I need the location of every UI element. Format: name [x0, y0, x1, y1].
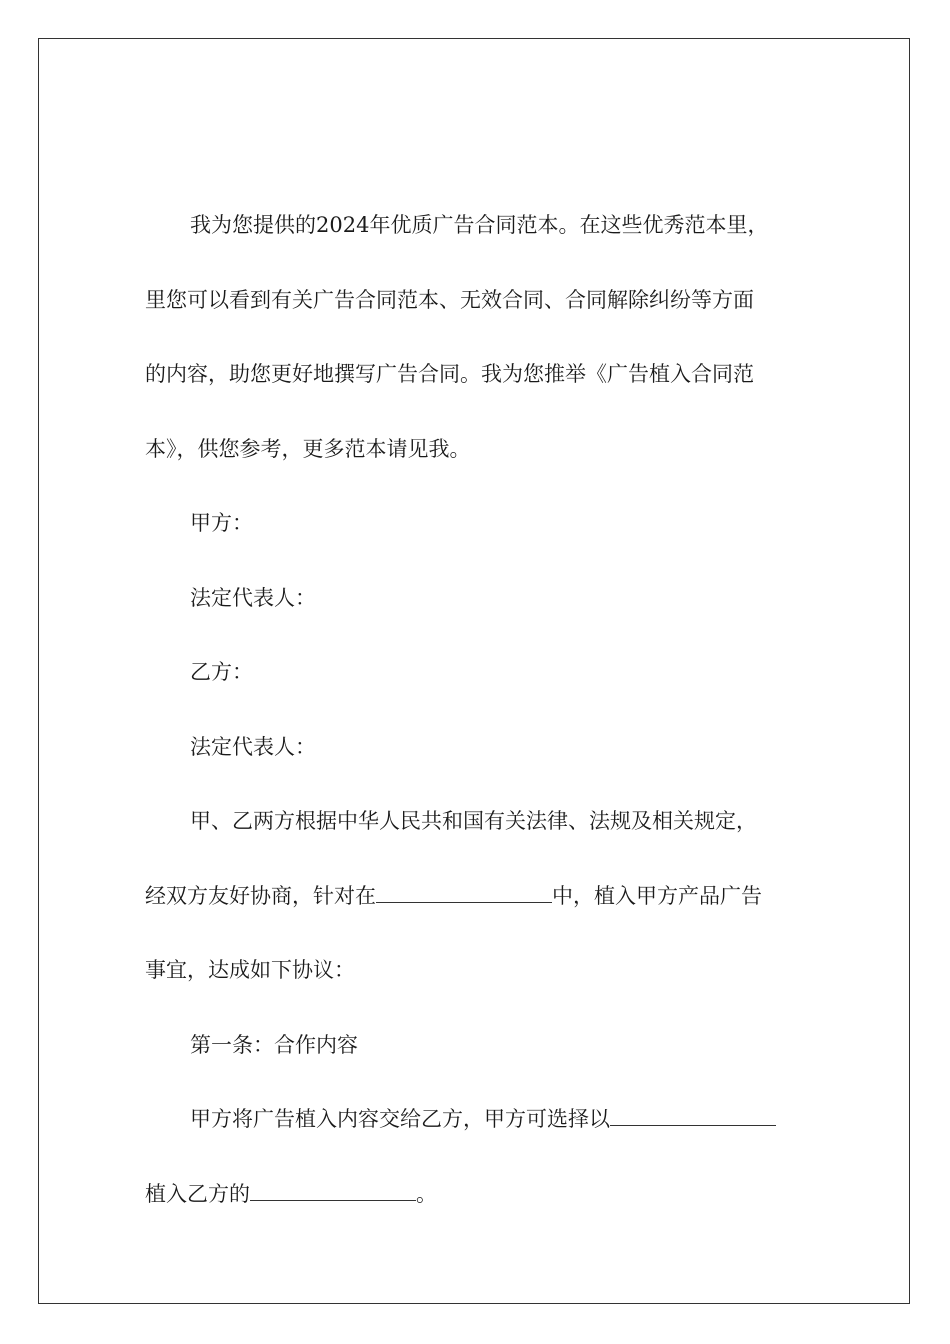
article-1-line	[145, 1099, 805, 1174]
intro-paragraph-line: 的内容，助您更好地撰写广告合同。我为您推举《广告植入合同范	[145, 362, 754, 386]
article-1-line	[145, 1174, 805, 1249]
document-body	[145, 205, 805, 1248]
preamble-line	[145, 876, 805, 951]
preamble-line: 甲、乙两方根据中华人民共和国有关法律、法规及相关规定，	[190, 809, 757, 833]
party-b-label: 乙方：	[190, 660, 253, 684]
placement-method-blank-field[interactable]	[610, 1103, 776, 1126]
article-1-text: 。	[416, 1181, 437, 1206]
party-a-representative-label: 法定代表人：	[190, 585, 316, 610]
intro-paragraph-line: 本》，供您参考，更多范本请见我。	[145, 436, 471, 461]
preamble-text: 经双方友好协商，针对在	[145, 883, 376, 908]
article-1-text: 甲方将广告植入内容交给乙方，甲方可选择以	[190, 1107, 610, 1131]
preamble-line: 事宜，达成如下协议：	[145, 958, 355, 982]
intro-paragraph-line: 我为您提供的2024年优质广告合同范本。在这些优秀范本里，	[190, 213, 769, 237]
placement-target-blank-field[interactable]	[250, 1178, 416, 1201]
article-1-text: 植入乙方的	[145, 1181, 250, 1206]
preamble-text: 中，植入甲方产品广告	[552, 883, 762, 908]
program-blank-field[interactable]	[376, 880, 552, 903]
article-1-title: 第一条：合作内容	[190, 1032, 358, 1057]
intro-paragraph-line: 里您可以看到有关广告合同范本、无效合同、合同解除纠纷等方面	[145, 287, 754, 312]
party-b-representative-label: 法定代表人：	[190, 734, 316, 759]
party-a-label: 甲方：	[190, 511, 253, 535]
